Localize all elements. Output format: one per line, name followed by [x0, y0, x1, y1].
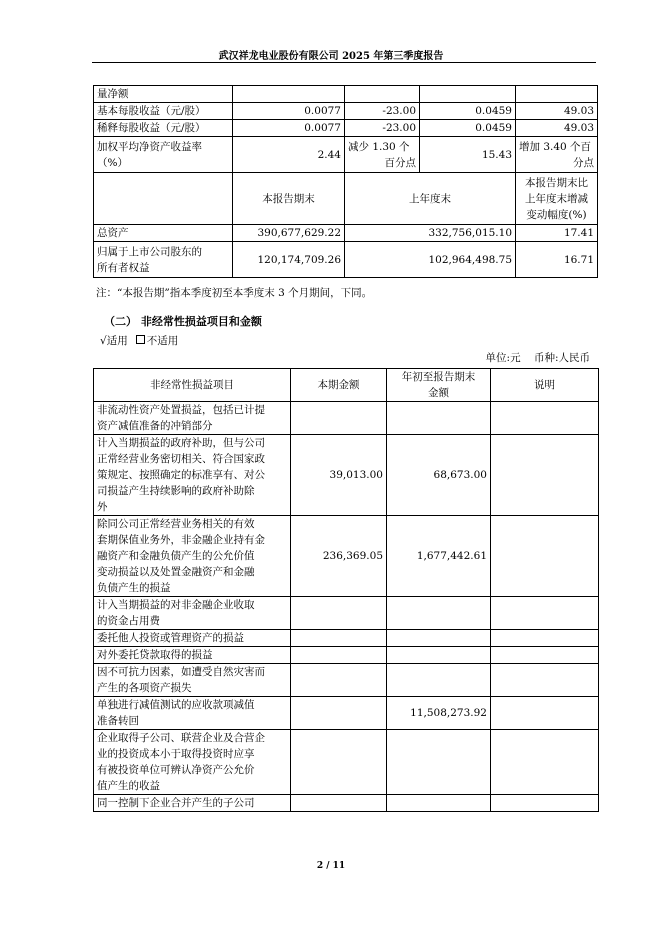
- table-row: [94, 435, 599, 516]
- item-label: 单独进行减值测试的应收款项减值 准备转回: [94, 697, 291, 730]
- table-body: [94, 402, 599, 812]
- cell-desc: [491, 730, 599, 795]
- item-label: 企业取得子公司、联营企业及合营企 业的投资成本小于取得投资时应享 有被投资单位可辨认净资产公允价 值产生的收益: [94, 730, 291, 795]
- table-row: [94, 516, 599, 597]
- cell-desc: [491, 647, 599, 664]
- cell-value: -23.00: [345, 120, 420, 137]
- column-header: 上年度末: [345, 173, 516, 225]
- cell-value: 49.03: [516, 120, 598, 137]
- cell-value: 17.41: [516, 225, 598, 242]
- item-label: 计入当期损益的对非金融企业收取 的资金占用费: [94, 597, 291, 630]
- cell-value: 2.44: [233, 137, 345, 173]
- table-row: [94, 795, 599, 812]
- cell-current: [291, 402, 387, 435]
- table-row: [94, 120, 598, 137]
- item-label: 委托他人投资或管理资产的损益: [94, 630, 291, 647]
- table-row: [94, 103, 598, 120]
- cell-ytd: 1,677,442.61: [387, 516, 491, 597]
- cell-ytd: 11,508,273.92: [387, 697, 491, 730]
- table-row: [94, 597, 599, 630]
- unit-line: [486, 350, 590, 365]
- table-row: [94, 697, 599, 730]
- cell-value: -23.00: [345, 103, 420, 120]
- table-row: [94, 730, 599, 795]
- cell-desc: [491, 402, 599, 435]
- cell-current: 39,013.00: [291, 435, 387, 516]
- cell-ytd: 68,673.00: [387, 435, 491, 516]
- cell-value: 16.71: [516, 242, 598, 278]
- cell-value: 15.43: [420, 137, 516, 173]
- column-header: 非经常性损益项目: [94, 369, 291, 402]
- cell-current: [291, 795, 387, 812]
- cell-ytd: [387, 664, 491, 697]
- table-row: [94, 402, 599, 435]
- row-label: 加权平均净资产收益率 （%）: [94, 137, 233, 173]
- cell-ytd: [387, 730, 491, 795]
- cell-value: 增加 3.40 个百 分点: [516, 137, 598, 173]
- cell-value: 0.0459: [420, 103, 516, 120]
- item-label: 因不可抗力因素，如遭受自然灾害而 产生的各项资产损失: [94, 664, 291, 697]
- cell-desc: [491, 795, 599, 812]
- table-row: [94, 86, 598, 103]
- item-label: 对外委托贷款取得的损益: [94, 647, 291, 664]
- cell-desc: [491, 516, 599, 597]
- cell-current: [291, 647, 387, 664]
- header-divider: [92, 62, 596, 63]
- page-number: 2 / 11: [316, 861, 346, 871]
- column-header: 本报告期末: [233, 173, 345, 225]
- cell-value: 0.0077: [233, 120, 345, 137]
- cell-ytd: [387, 597, 491, 630]
- checkbox-empty-icon[interactable]: [136, 335, 145, 344]
- cell-value: 102,964,498.75: [345, 242, 516, 278]
- table-row: [94, 137, 598, 173]
- applicability-options: [100, 333, 178, 348]
- cell-current: [291, 664, 387, 697]
- cell-value: 390,677,629.22: [233, 225, 345, 242]
- table-row: [94, 630, 599, 647]
- cell-value: 0.0459: [420, 120, 516, 137]
- nonrecurring-items-table: [93, 368, 599, 812]
- cell-value: 49.03: [516, 103, 598, 120]
- column-header: 说明: [491, 369, 599, 402]
- item-label: 非流动性资产处置损益，包括已计提 资产减值准备的冲销部分: [94, 402, 291, 435]
- column-header: 年初至报告期末 金额: [387, 369, 491, 402]
- cell-ytd: [387, 795, 491, 812]
- cell-value: 120,174,709.26: [233, 242, 345, 278]
- cell-value: 332,756,015.10: [345, 225, 516, 242]
- cell-ytd: [387, 630, 491, 647]
- cell-desc: [491, 435, 599, 516]
- cell-current: [291, 697, 387, 730]
- not-applicable-option[interactable]: 不适用: [146, 335, 179, 347]
- cell-ytd: [387, 647, 491, 664]
- row-label: 稀释每股收益（元/股）: [94, 120, 233, 137]
- header-row: [94, 369, 599, 402]
- row-label: 量净额: [94, 86, 233, 103]
- footnote: 注：“本报告期”指本季度初至本季度末 3 个月期间，下同。: [96, 287, 373, 299]
- applicable-option-checked[interactable]: √适用: [100, 335, 128, 347]
- cell-ytd: [387, 402, 491, 435]
- cell-current: [291, 730, 387, 795]
- row-label: 总资产: [94, 225, 233, 242]
- column-header: 本报告期末比 上年度末增减 变动幅度(%): [516, 173, 598, 225]
- column-header: 本期金额: [291, 369, 387, 402]
- row-label: 归属于上市公司股东的 所有者权益: [94, 242, 233, 278]
- cell-desc: [491, 630, 599, 647]
- page-header: 武汉祥龙电业股份有限公司 2025 年第三季度报告: [218, 51, 444, 62]
- section-title: （二） 非经常性损益项目和金额: [104, 315, 262, 328]
- cell-desc: [491, 664, 599, 697]
- item-label: 同一控制下企业合并产生的子公司: [94, 795, 291, 812]
- table-row: [94, 664, 599, 697]
- cell-current: [291, 597, 387, 630]
- table-row: [94, 647, 599, 664]
- currency-label: 币种:人民币: [533, 352, 590, 364]
- item-label: 除同公司正常经营业务相关的有效 套期保值业务外，非金融企业持有金 融资产和金融负债产生的公允价值 变动损益以及处置金融资产和金融 负债产生的损益: [94, 516, 291, 597]
- unit-label: 单位:元: [485, 352, 521, 364]
- cell-current: [291, 630, 387, 647]
- cell-value: 0.0077: [233, 103, 345, 120]
- cell-current: 236,369.05: [291, 516, 387, 597]
- financial-indicators-table: [93, 85, 598, 278]
- table-row: [94, 225, 598, 242]
- cell-value: 减少 1.30 个 百分点: [345, 137, 420, 173]
- row-label: 基本每股收益（元/股）: [94, 103, 233, 120]
- cell-desc: [491, 597, 599, 630]
- table-row: [94, 242, 598, 278]
- item-label: 计入当期损益的政府补助，但与公司 正常经营业务密切相关、符合国家政 策规定、按照确定的标准享有、对公 司损益产生持续影响的政府补助除 外: [94, 435, 291, 516]
- balance-header-row: [94, 173, 598, 225]
- cell-desc: [491, 697, 599, 730]
